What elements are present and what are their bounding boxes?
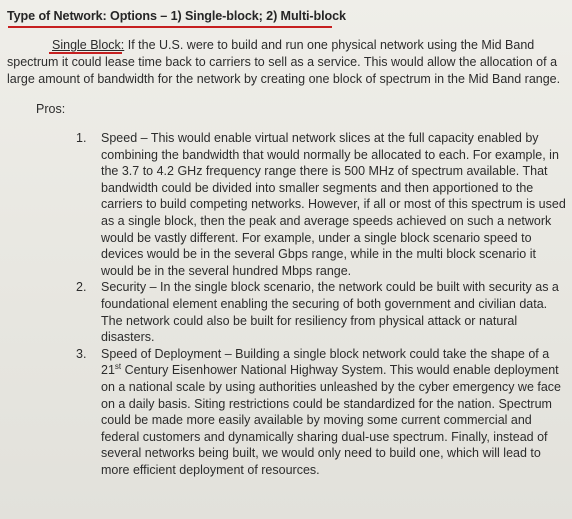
list-item-speed-of-deployment — [76, 346, 566, 479]
ordinal-superscript: st — [114, 362, 122, 372]
document-title: Type of Network: Options – 1) Single-block; 2) Multi-block — [7, 9, 346, 23]
list-item-speed — [76, 130, 566, 279]
list-item-security — [76, 279, 566, 345]
intro-text: If the U.S. were to build and run one physical network using the Mid Band spectrum it could lease time back to carriers to sell as a service. This would allow the allocation of a large amount of bandwidth for the network by creating one block of spectrum in the Mid Band range. — [7, 38, 561, 86]
red-label-underline — [49, 52, 122, 54]
intro-paragraph — [7, 37, 563, 87]
list-item-text: Security – In the single block scenario, the network could be built with security as a foundational element enabling the securing of both government and civilian data. The network could also be built for resiliency from physical attack or natural disasters. — [101, 280, 559, 345]
list-number: 1. — [76, 131, 87, 145]
pros-heading: Pros: — [36, 102, 66, 116]
list-item-text — [101, 347, 561, 477]
pros-list — [76, 130, 566, 478]
list-item-text-before: Speed of Deployment – Building a single block network could take the shape of a 21 — [101, 346, 550, 378]
list-item-text-after: Century Eisenhower National Highway System. This would enable deployment on a national scale by using authorities unleashed by the cyber emergency we face on a daily basis. Siting restrictions could be standardized for the nation. Spectrum could be made more easily available by moving some current commercial and federal customers and dynamically sharing dual-use spectrum. Finally, instead of several networks being built, we would only need to build one, which will lead to more efficient deployment of resources. — [101, 363, 562, 477]
red-title-underline — [8, 26, 332, 28]
list-item-text: Speed – This would enable virtual network slices at the full capacity enabled by combining the bandwidth that would normally be allocated to each. For example, in the 3.7 to 4.2 GHz frequency range there is 500 MHz of spectrum available. That bandwidth could be divided into smaller segments and then apportioned to the carriers to build competing networks. However, if all or most of this spectrum is used as a single block, then the peak and average speeds achieved on such a network would be vastly different. For example, under a single block scenario speed to devices would be in the several Gbps range, while in the multi block scenario it would be in the several hundred Mbps range. — [101, 131, 566, 278]
single-block-label: Single Block: — [52, 38, 125, 52]
list-number: 2. — [76, 280, 87, 295]
list-number: 3. — [76, 346, 87, 361]
